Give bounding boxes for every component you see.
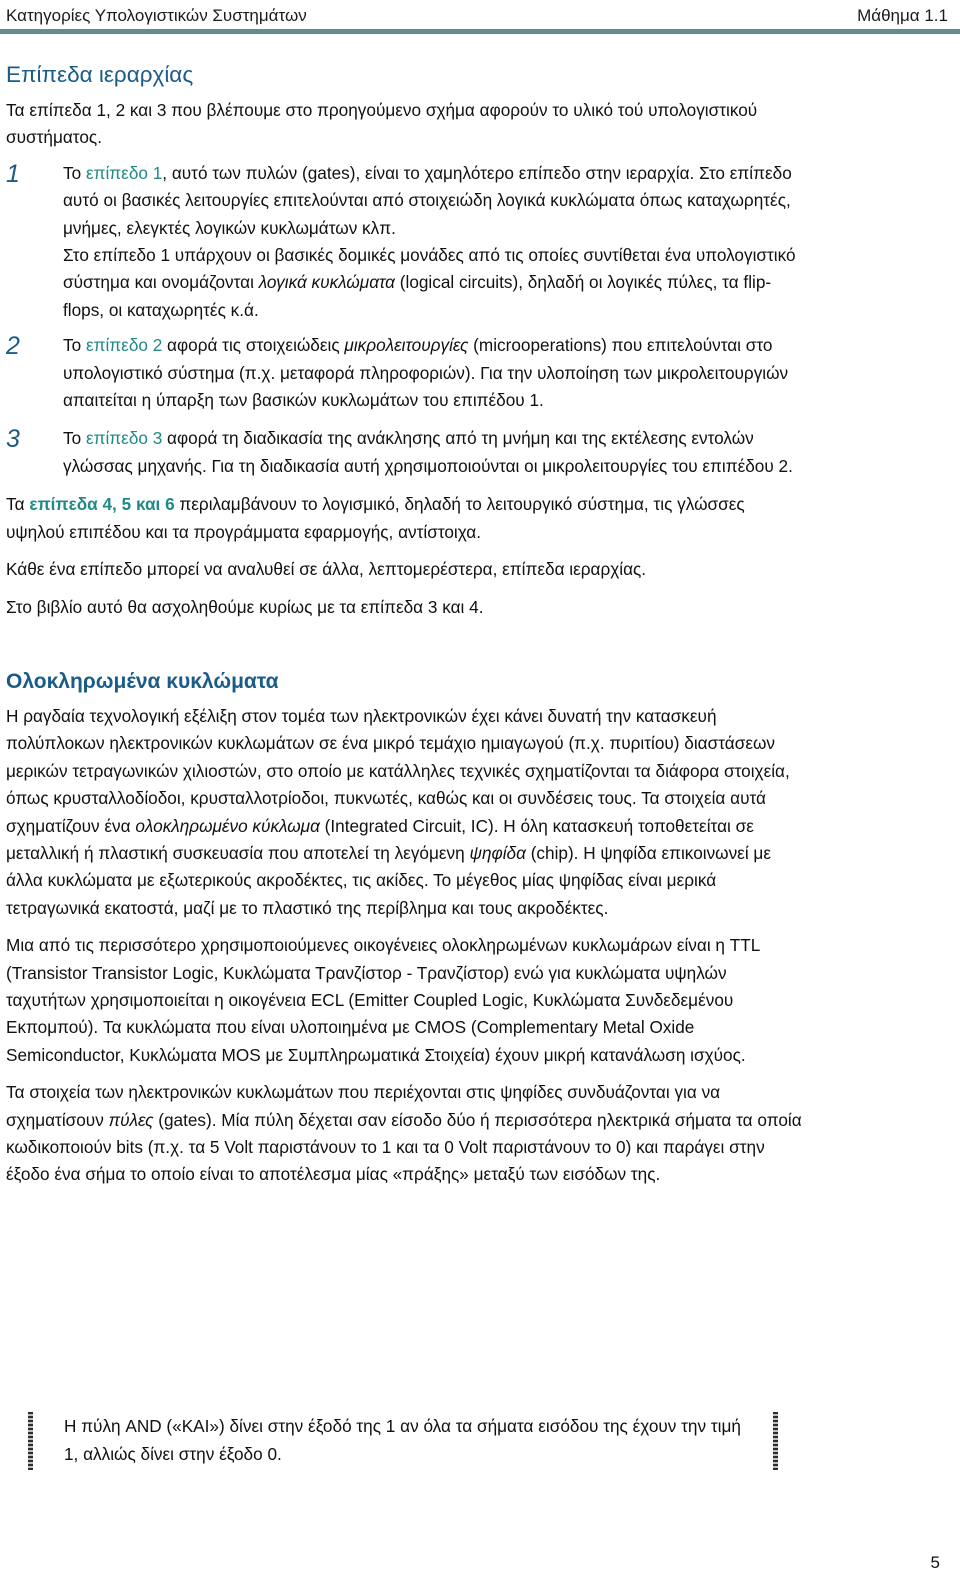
text-run: αφορά τις στοιχειώδεις	[162, 335, 345, 356]
highlight-term: επίπεδα 4, 5 και 6	[29, 494, 175, 515]
level-item-2	[6, 332, 806, 414]
italic-term: λογικά κυκλώματα	[258, 272, 395, 293]
header-lesson-label: Μάθημα 1.1	[857, 6, 948, 25]
ic-paragraph-1	[6, 703, 806, 922]
level-item-3	[6, 425, 806, 480]
text-run: περιλαμβάνουν το λογισμικό, δηλαδή το λειτουργικό σύστημα, τις γλώσσες υψηλού επιπέδου και τα προγράμματα εφαρμογής, αντίστοιχα.	[6, 494, 745, 542]
text-run: , αυτό των πυλών (gates), είναι το χαμηλότερο επίπεδο στην ιεραρχία. Στο επίπεδο αυτό οι βασικές λειτουργίες επιτελούνται από στοιχειώδη λογικά κυκλώματα όπως καταχωρητές, μνήμες, ελεγκτές λογικών κυκλωμάτων κλπ.	[63, 162, 792, 238]
page-number: 5	[930, 1553, 940, 1572]
levels-list	[6, 160, 806, 480]
text-run: Τα στοιχεία των ηλεκτρονικών κυκλωμάτων που περιέχονται στις ψηφίδες συνδυάζονται για να σχηματίσουν	[6, 1082, 721, 1130]
note-left-bar	[28, 1412, 33, 1470]
header-chapter-title: Κατηγορίες Υπολογιστικών Συστημάτων	[6, 6, 307, 25]
level-1-detail-paragraph	[63, 242, 806, 324]
highlight-term: επίπεδο 1	[85, 162, 163, 183]
text-run: (microoperations) που επιτελούνται στο υπολογιστικό σύστημα (π.χ. μεταφορά πληροφοριών). Για την υλοποίηση των μικρολειτουργιών απαιτείται η ύπαρξη των βασικών κυκλωμάτων του επιπέδου 1.	[63, 335, 789, 411]
book-scope-paragraph: Στο βιβλίο αυτό θα ασχοληθούμε κυρίως με τα επίπεδα 3 και 4.	[6, 596, 484, 617]
level-3-paragraph	[63, 425, 806, 480]
note-box	[28, 1410, 778, 1474]
text-run: (logical circuits), δηλαδή οι λογικές πύλες, τα flip-flops, οι καταχωρητές κ.ά.	[63, 272, 772, 320]
level-2-paragraph	[63, 332, 806, 414]
note-text: Η πύλη AND («ΚΑΙ») δίνει στην έξοδό της 1 αν όλα τα σήματα εισόδου της έχουν την τιμή 1, αλλιώς δίνει στην έξοδο 0.	[64, 1416, 741, 1464]
italic-term: ολοκληρωμένο κύκλωμα	[135, 815, 320, 836]
level-number: 3	[6, 425, 20, 454]
level-1-paragraph	[63, 160, 806, 242]
ic-paragraph-2: Μια από τις περισσότερο χρησιμοποιούμενες οικογένειες ολοκληρωμένων κυκλωμάρων είναι η TTL (Transistor Transistor Logic, Κυκλώματα Τρανζίστορ - Τρανζίστορ) ενώ για κυκλώματα υψηλών ταχυτήτων χρησιμοποιείται η οικογένεια ECL (Emitter Coupled Logic, Κυκλώματα Συνδεδεμένου Εκπομπού). Τα κυκλώματα που είναι υλοποιημένα με CMOS (Complementary Metal Oxide Semiconductor, Κυκλώματα MOS με Συμπληρωματικά Στοιχεία) έχουν μικρή κατανάλωση ισχύος.	[6, 935, 760, 1065]
level-number: 1	[6, 159, 20, 188]
highlight-term: επίπεδο 3	[85, 428, 163, 449]
text-run: Το	[63, 335, 86, 356]
text-run: Το	[63, 162, 86, 183]
level-item-1	[6, 160, 806, 324]
note-right-bar	[773, 1412, 778, 1470]
text-run: Η ραγδαία τεχνολογική εξέλιξη στον τομέα των ηλεκτρονικών έχει κάνει δυνατή την κατασκευή πολύπλοκων ηλεκτρονικών κυκλωμάτων σε ένα μικρό τεμάχιο ημιαγωγού (π.χ. πυριτίου) διαστάσεων μερικών τετραγωνικών χιλιοστών, στο οποίο με κατάλληλες τεχνικές σχηματίζονται τα διάφορα στοιχεία, όπως κρυσταλλοδίοδοι, κρυσταλλοτρίοδοι, πυκνωτές, καθώς και οι συνδέσεις τους. Τα στοιχεία αυτά σχηματίζουν ένα	[6, 705, 790, 836]
text-run: Το	[63, 428, 86, 449]
italic-term: ψηφίδα	[469, 842, 526, 863]
text-run: Τα	[6, 494, 30, 515]
text-run: (Integrated Circuit, IC). Η όλη κατασκευή τοποθετείται σε μεταλλική ή πλαστική συσκευασία που αποτελεί τη λεγόμενη	[6, 815, 754, 863]
header-rule	[0, 29, 960, 34]
intro-paragraph: Τα επίπεδα 1, 2 και 3 που βλέπουμε στο προηγούμενο σχήμα αφορούν το υλικό τού υπολογιστικού συστήματος.	[6, 100, 758, 148]
italic-term: πύλες	[108, 1109, 154, 1130]
text-run: (gates). Μία πύλη δέχεται σαν είσοδο δύο ή περισσότερα ηλεκτρικά σήματα τα οποία κωδικοποιούν bits (π.χ. τα 5 Volt παριστάνουν το 1 και τα 0 Volt παριστάνουν το 0) και παράγει στην έξοδο ένα σήμα το οποίο είναι το αποτέλεσμα μίας «πράξης» μεταξύ των εισόδων της.	[6, 1109, 802, 1185]
highlight-term: επίπεδο 2	[85, 335, 163, 356]
text-run: αφορά τη διαδικασία της ανάκλησης από τη μνήμη και της εκτέλεσης εντολών γλώσσας μηχανής. Για τη διαδικασία αυτή χρησιμοποιούνται οι μικρολειτουργίες του επιπέδου 2.	[63, 428, 793, 476]
software-levels-paragraph	[6, 491, 806, 546]
section-title-integrated-circuits: Ολοκληρωμένα κυκλώματα	[6, 669, 279, 693]
running-header	[6, 0, 948, 26]
text-run: Στο επίπεδο 1 υπάρχουν οι βασικές δομικές μονάδες από τις οποίες συντίθεται ένα υπολογιστικό σύστημα και ονομάζονται	[63, 245, 796, 293]
section-title-hierarchy: Επίπεδα ιεραρχίας	[6, 62, 194, 87]
sublevels-paragraph: Κάθε ένα επίπεδο μπορεί να αναλυθεί σε άλλα, λεπτομερέστερα, επίπεδα ιεραρχίας.	[6, 559, 647, 580]
level-number: 2	[6, 332, 20, 361]
italic-term: μικρολειτουργίες	[344, 335, 469, 356]
ic-paragraph-3	[6, 1079, 806, 1189]
text-run: (chip). Η ψηφίδα επικοινωνεί με άλλα κυκλώματα με εξωτερικούς ακροδέκτες, τις ακίδες. Το μέγεθος μίας ψηφίδας είναι μερικά τετραγωνικά εκατοστά, μαζί με το πλαστικό της περίβλημα και τους ακροδέκτες.	[6, 842, 771, 918]
page-content	[6, 60, 806, 1189]
